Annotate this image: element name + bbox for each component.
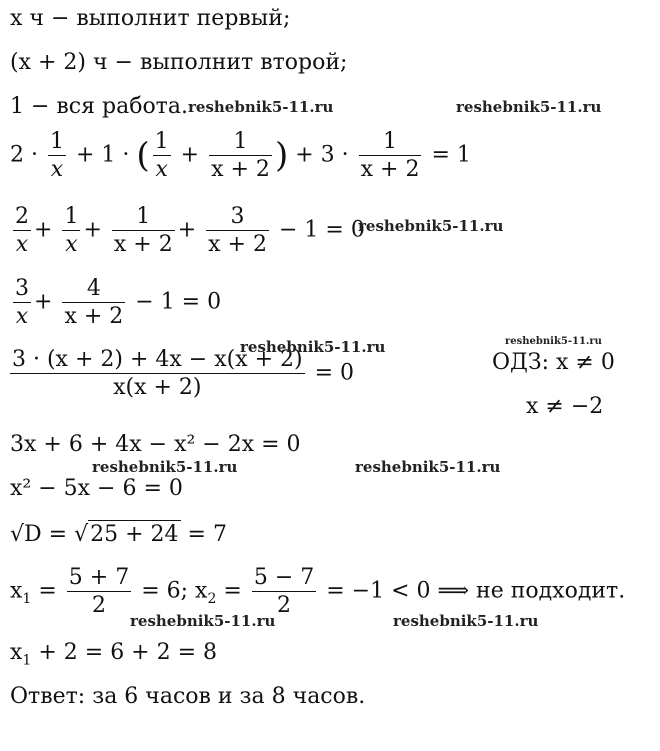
numerator: 5 − 7 bbox=[252, 566, 316, 592]
denominator: x(x + 2) bbox=[113, 375, 202, 401]
right-paren: ) bbox=[274, 135, 289, 176]
denominator: x bbox=[15, 232, 29, 258]
radicand: 25 + 24 bbox=[90, 522, 179, 547]
odz-line-2: x ≠ −2 bbox=[526, 394, 604, 419]
numerator: 3 bbox=[206, 205, 269, 231]
denominator: x + 2 bbox=[211, 157, 270, 183]
fraction bbox=[62, 205, 80, 256]
denominator: x + 2 bbox=[360, 157, 420, 183]
square-root bbox=[88, 524, 180, 546]
fraction bbox=[112, 205, 175, 256]
equation-line-9: x² − 5x − 6 = 0 bbox=[10, 476, 183, 501]
equals: = bbox=[223, 578, 242, 604]
fraction bbox=[13, 205, 31, 256]
left-paren: ( bbox=[136, 135, 150, 176]
eq7-tail: = 0 bbox=[314, 360, 355, 386]
numerator: 5 + 7 bbox=[67, 566, 131, 592]
variable-x1: x bbox=[10, 578, 23, 604]
fraction bbox=[206, 205, 269, 256]
subscript: 1 bbox=[22, 590, 32, 607]
equation-line-6: $\frac{3}{x}$ + $\frac{4}{x + 2}$ − 1 = 0 bbox=[15, 276, 222, 330]
numerator: 1 bbox=[112, 205, 175, 231]
text-line-2: (x + 2) ч − выполнит второй; bbox=[10, 50, 348, 75]
fraction bbox=[209, 130, 272, 181]
watermark: reshebnik5-11.ru bbox=[92, 458, 238, 476]
numerator: 1 bbox=[48, 130, 66, 156]
denominator: x + 2 bbox=[64, 304, 124, 330]
denominator: x bbox=[50, 157, 64, 183]
denominator: x bbox=[65, 232, 78, 258]
numerator: 1 bbox=[359, 130, 422, 156]
watermark: reshebnik5-11.ru bbox=[240, 338, 386, 356]
fraction bbox=[67, 566, 131, 617]
watermark: reshebnik5-11.ru bbox=[505, 336, 602, 347]
denominator: x + 2 bbox=[113, 232, 173, 258]
eq4-a: 2 · bbox=[10, 142, 38, 168]
watermark: reshebnik5-11.ru bbox=[393, 612, 539, 630]
numerator: 3 · (x + 2) + 4x − x(x + 2) bbox=[10, 348, 305, 374]
eq4-b: + 1 · bbox=[75, 142, 130, 168]
result-x2: = −1 < 0 ⟹ не подходит. bbox=[326, 578, 626, 604]
numerator: 3 bbox=[13, 277, 31, 303]
equation-line-8: 3x + 6 + 4x − x² − 2x = 0 bbox=[10, 432, 301, 457]
text-line-1: x ч − выполнит первый; bbox=[10, 6, 291, 31]
numerator: 1 bbox=[153, 130, 171, 156]
eq10-b: = 7 bbox=[187, 522, 227, 547]
eq4-d: = 1 bbox=[431, 142, 471, 168]
eq4-c: + 3 · bbox=[295, 142, 349, 168]
numerator: 2 bbox=[13, 205, 31, 231]
equals: = bbox=[38, 578, 57, 604]
denominator: x bbox=[15, 304, 29, 330]
numerator: 1 bbox=[209, 130, 272, 156]
result-x1: = 6; bbox=[141, 578, 189, 604]
text-line-3: 1 − вся работа. bbox=[10, 94, 188, 119]
subscript: 1 bbox=[22, 652, 32, 669]
odz-line-1: ОДЗ: x ≠ 0 bbox=[492, 350, 615, 375]
numerator: 1 bbox=[62, 205, 80, 231]
watermark: reshebnik5-11.ru bbox=[130, 612, 276, 630]
equation-line-4 bbox=[10, 130, 471, 181]
fraction bbox=[13, 277, 31, 328]
denominator: x bbox=[155, 157, 168, 183]
denominator: 2 bbox=[91, 593, 106, 619]
subscript: 2 bbox=[207, 590, 217, 607]
equation-line-11 bbox=[10, 566, 625, 617]
equation-line-10 bbox=[10, 524, 227, 546]
eq12-rest: + 2 = 6 + 2 = 8 bbox=[38, 640, 218, 665]
denominator: x + 2 bbox=[208, 232, 267, 258]
fraction bbox=[252, 566, 316, 617]
answer-line: Ответ: за 6 часов и за 8 часов. bbox=[10, 684, 366, 709]
equation-line-12 bbox=[10, 642, 217, 667]
denominator: 2 bbox=[277, 593, 292, 619]
watermark: reshebnik5-11.ru bbox=[358, 217, 504, 235]
fraction bbox=[153, 130, 171, 181]
plus-sign: + bbox=[180, 142, 200, 168]
eq5-tail: − 1 = 0 bbox=[278, 217, 365, 243]
fraction bbox=[62, 277, 125, 328]
watermark: reshebnik5-11.ru bbox=[355, 458, 501, 476]
equation-line-5: $\frac{2}{x}$ + $\frac{1}{x}$ + $\frac{1}{x + 2}$ + $\frac{3}{x + 2}$ − 1 = 0 bbox=[15, 204, 365, 258]
eq6-tail: − 1 = 0 bbox=[135, 289, 222, 315]
variable-x2: x bbox=[195, 578, 208, 604]
watermark: reshebnik5-11.ru bbox=[456, 98, 602, 116]
fraction bbox=[48, 130, 66, 181]
fraction bbox=[359, 130, 422, 181]
numerator: 4 bbox=[62, 277, 125, 303]
eq10-a: √D = √ bbox=[10, 522, 89, 547]
variable-x1: x bbox=[10, 640, 23, 665]
watermark: reshebnik5-11.ru bbox=[188, 98, 334, 116]
